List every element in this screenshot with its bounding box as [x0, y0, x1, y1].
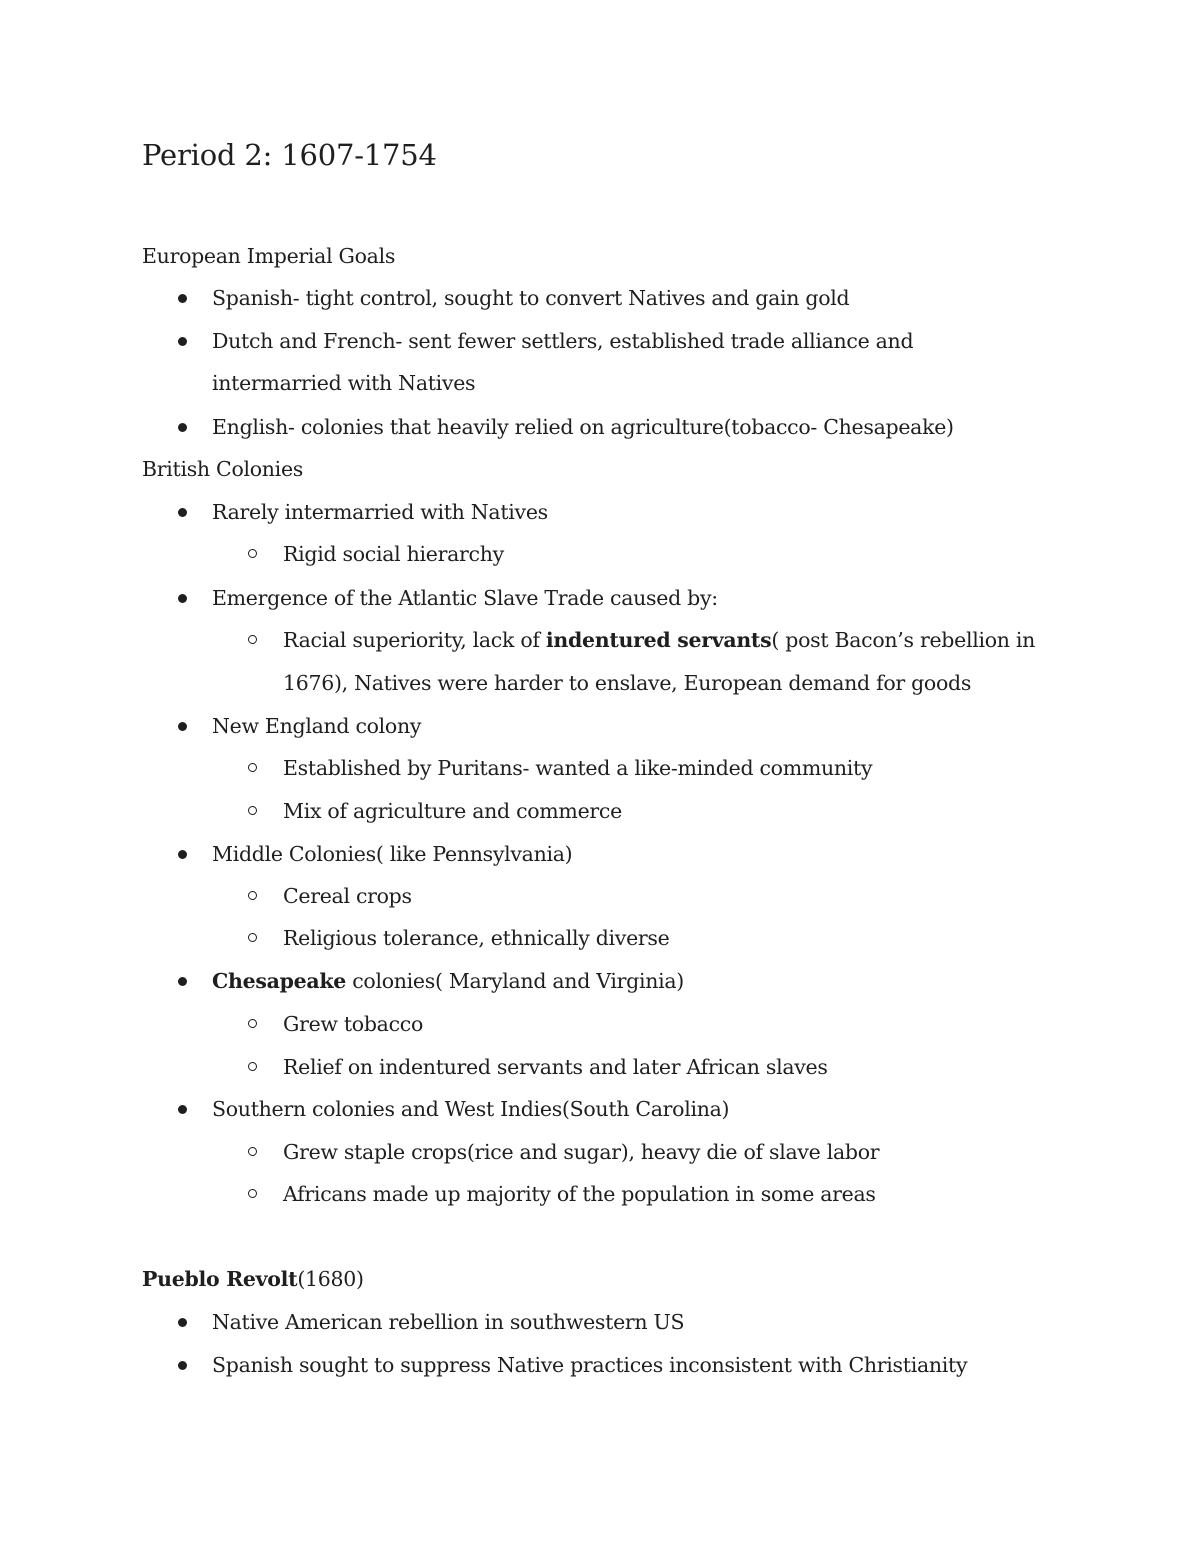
list-item: Rarely intermarried with Natives	[212, 500, 548, 524]
bold-term: Chesapeake	[212, 969, 346, 993]
bullet-icon	[178, 423, 187, 432]
list-item: Southern colonies and West Indies(South Carolina)	[212, 1097, 730, 1121]
bullet-icon	[178, 294, 187, 303]
list-item	[212, 966, 684, 996]
sub-list-item: Grew staple crops(rice and sugar), heavy die of slave labor	[283, 1140, 880, 1164]
list-item: English- colonies that heavily relied on agriculture(tobacco- Chesapeake)	[212, 415, 954, 439]
hollow-bullet-icon	[248, 1062, 257, 1071]
bullet-icon	[178, 1318, 187, 1327]
section-heading-british-colonies: British Colonies	[142, 457, 303, 481]
list-item: Middle Colonies( like Pennsylvania)	[212, 842, 573, 866]
bullet-icon	[178, 508, 187, 517]
hollow-bullet-icon	[248, 891, 257, 900]
text-run: (1680)	[297, 1267, 364, 1291]
sub-list-item-continuation: 1676), Natives were harder to enslave, European demand for goods	[283, 671, 972, 695]
list-item: Spanish sought to suppress Native practices inconsistent with Christianity	[212, 1353, 968, 1377]
bullet-icon	[178, 1361, 187, 1370]
text-run: colonies( Maryland and Virginia)	[346, 969, 684, 993]
bullet-icon	[178, 337, 187, 346]
sub-list-item: Established by Puritans- wanted a like-minded community	[283, 756, 873, 780]
bullet-icon	[178, 1105, 187, 1114]
section-heading-european-imperial-goals: European Imperial Goals	[142, 244, 396, 268]
bold-term: indentured servants	[545, 628, 772, 652]
list-item: Native American rebellion in southwestern US	[212, 1310, 685, 1334]
sub-list-item: Rigid social hierarchy	[283, 542, 504, 566]
hollow-bullet-icon	[248, 549, 257, 558]
list-item: Spanish- tight control, sought to convert Natives and gain gold	[212, 286, 850, 310]
sub-list-item: Religious tolerance, ethnically diverse	[283, 926, 670, 950]
sub-list-item: Africans made up majority of the population in some areas	[283, 1182, 876, 1206]
hollow-bullet-icon	[248, 635, 257, 644]
bullet-icon	[178, 722, 187, 731]
list-item: Dutch and French- sent fewer settlers, established trade alliance and	[212, 329, 914, 353]
sub-list-item	[283, 625, 1035, 655]
hollow-bullet-icon	[248, 1019, 257, 1028]
sub-list-item: Cereal crops	[283, 884, 412, 908]
sub-list-item: Relief on indentured servants and later African slaves	[283, 1055, 828, 1079]
sub-list-item: Mix of agriculture and commerce	[283, 799, 622, 823]
text-run: Racial superiority, lack of	[283, 628, 546, 652]
text-run: ( post Bacon’s rebellion in	[771, 628, 1036, 652]
hollow-bullet-icon	[248, 933, 257, 942]
hollow-bullet-icon	[248, 763, 257, 772]
bold-term: Pueblo Revolt	[142, 1267, 298, 1291]
bullet-icon	[178, 977, 187, 986]
sub-list-item: Grew tobacco	[283, 1012, 424, 1036]
list-item: Emergence of the Atlantic Slave Trade caused by:	[212, 586, 718, 610]
bullet-icon	[178, 850, 187, 859]
bullet-icon	[178, 594, 187, 603]
hollow-bullet-icon	[248, 806, 257, 815]
list-item-continuation: intermarried with Natives	[212, 371, 476, 395]
page-title: Period 2: 1607-1754	[142, 138, 437, 172]
hollow-bullet-icon	[248, 1189, 257, 1198]
section-heading-pueblo-revolt	[142, 1264, 364, 1294]
hollow-bullet-icon	[248, 1147, 257, 1156]
list-item: New England colony	[212, 714, 422, 738]
